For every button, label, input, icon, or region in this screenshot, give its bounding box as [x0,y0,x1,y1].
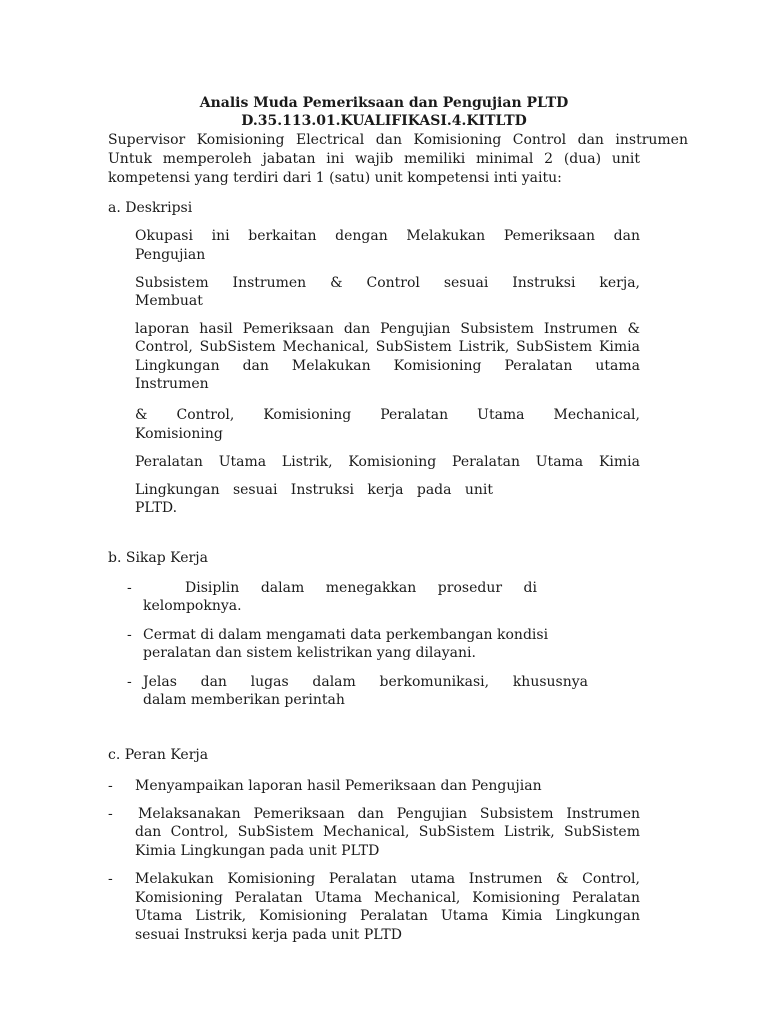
description-line: Control, SubSistem Mechanical, SubSistem Listrik, SubSistem Kimia [135,339,640,355]
description-line: Lingkungan sesuai Instruksi kerja pada unit [135,482,493,498]
description-line: Pengujian [135,247,206,263]
intro-line-2: Untuk memperoleh jabatan ini wajib memiliki minimal 2 (dua) unit [108,151,640,167]
description-line: Komisioning [135,426,223,442]
attitude-item-line: dalam memberikan perintah [143,692,345,708]
section-b-heading: b. Sikap Kerja [108,550,208,566]
attitude-item-line: Jelas dan lugas dalam berkomunikasi, khususnya [143,674,588,690]
description-line: Peralatan Utama Listrik, Komisioning Peralatan Utama Kimia [135,454,640,470]
role-item-line: Komisioning Peralatan Utama Mechanical, Komisioning Peralatan [135,890,640,906]
role-item-line: sesuai Instruksi kerja pada unit PLTD [135,927,402,943]
role-item-line: dan Control, SubSistem Mechanical, SubSistem Listrik, SubSistem [135,824,640,840]
role-item-line: Melaksanakan Pemeriksaan dan Pengujian Subsistem Instrumen [138,806,640,822]
bullet-dash: - [127,674,132,690]
attitude-item-line: Disiplin dalam menegakkan prosedur di [185,580,537,596]
section-c-heading: c. Peran Kerja [108,747,209,763]
bullet-dash: - [127,580,132,596]
attitude-item-line: peralatan dan sistem kelistrikan yang dilayani. [143,645,476,661]
role-item-line: Kimia Lingkungan pada unit PLTD [135,843,380,859]
description-line: laporan hasil Pemeriksaan dan Pengujian Subsistem Instrumen & [135,321,640,337]
description-line: Membuat [135,293,203,309]
attitude-item-line: kelompoknya. [143,598,242,614]
intro-line-3: kompetensi yang terdiri dari 1 (satu) unit kompetensi inti yaitu: [108,170,562,186]
bullet-dash: - [108,806,113,822]
attitude-item-line: Cermat di dalam mengamati data perkembangan kondisi [143,627,549,643]
section-a-heading: a. Deskripsi [108,200,193,216]
description-line: Okupasi ini berkaitan dengan Melakukan Pemeriksaan dan [135,228,640,244]
bullet-dash: - [108,778,113,794]
description-line: Subsistem Instrumen & Control sesuai Instruksi kerja, [135,275,640,291]
description-line: & Control, Komisioning Peralatan Utama Mechanical, [135,407,640,423]
bullet-dash: - [127,627,132,643]
document-code: D.35.113.01.KUALIFIKASI.4.KITLTD [241,113,527,129]
role-item-line: Utama Listrik, Komisioning Peralatan Utama Kimia Lingkungan [135,908,640,924]
document-title: Analis Muda Pemeriksaan dan Pengujian PLTD [199,95,569,111]
role-item-line: Menyampaikan laporan hasil Pemeriksaan dan Pengujian [135,778,542,794]
intro-line-1: Supervisor Komisioning Electrical dan Komisioning Control dan instrumen [108,132,688,148]
description-line: PLTD. [135,500,178,516]
description-line: Instrumen [135,376,209,392]
bullet-dash: - [108,871,113,887]
description-line: Lingkungan dan Melakukan Komisioning Peralatan utama [135,358,640,374]
role-item-line: Melakukan Komisioning Peralatan utama Instrumen & Control, [135,871,640,887]
